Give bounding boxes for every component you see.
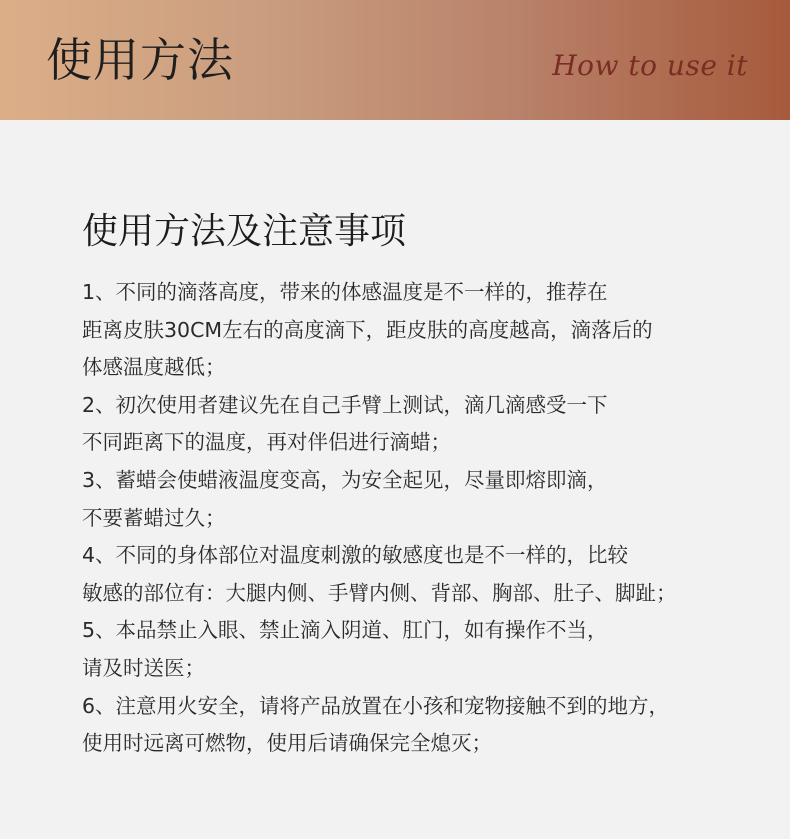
instruction-line: 距离皮肤30CM左右的高度滴下，距皮肤的高度越高，滴落后的 bbox=[82, 317, 653, 342]
instruction-line: 不要蓄蜡过久； bbox=[82, 505, 226, 530]
instruction-line: 使用时远离可燃物，使用后请确保完全熄灭； bbox=[82, 731, 492, 756]
instructions-body bbox=[82, 274, 722, 763]
instruction-line: 2、初次使用者建议先在自己手臂上测试，滴几滴感受一下 bbox=[82, 392, 608, 417]
instruction-line: 6、注意用火安全，请将产品放置在小孩和宠物接触不到的地方， bbox=[82, 693, 670, 718]
page-subtitle: How to use it bbox=[552, 49, 748, 82]
instruction-line: 不同距离下的温度，再对伴侣进行滴蜡； bbox=[82, 430, 451, 455]
instruction-line: 请及时送医； bbox=[82, 655, 205, 680]
instruction-line: 1、不同的滴落高度，带来的体感温度是不一样的，推荐在 bbox=[82, 280, 608, 304]
page-title: 使用方法 bbox=[46, 33, 234, 87]
instruction-line: 3、蓄蜡会使蜡液温度变高，为安全起见，尽量即熔即滴， bbox=[82, 467, 608, 492]
instruction-line: 5、本品禁止入眼、禁止滴入阴道、肛门，如有操作不当， bbox=[82, 618, 608, 643]
instruction-line: 敏感的部位有：大腿内侧、手臂内侧、背部、胸部、肚子、脚趾； bbox=[82, 580, 677, 605]
header-banner bbox=[0, 0, 790, 120]
section-heading: 使用方法及注意事项 bbox=[82, 211, 407, 252]
instruction-line: 体感温度越低； bbox=[82, 355, 226, 380]
instruction-line: 4、不同的身体部位对温度刺激的敏感度也是不一样的，比较 bbox=[82, 543, 629, 568]
